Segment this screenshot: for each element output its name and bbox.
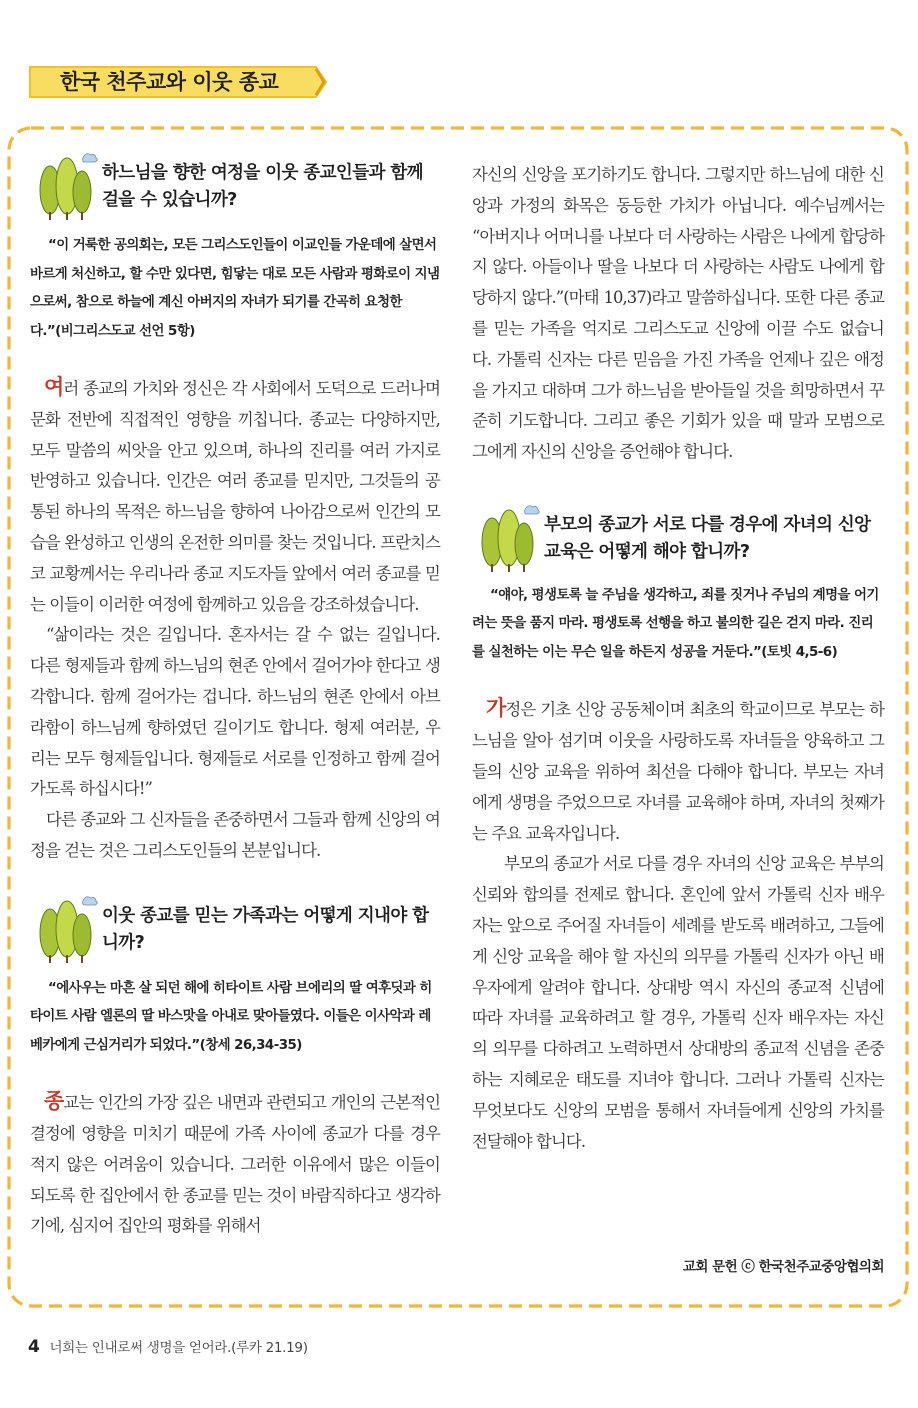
page-footer xyxy=(28,1336,308,1357)
paragraph-2-1-continued: 자신의 신앙을 포기하기도 합니다. 그렇지만 하느님에 대한 신앙과 가정의 화목은 동등한 가치가 아닙니다. 예수님께서는 “아버지나 어머니를 나보다 더 사랑하는 사람은 나에게 합당하지 않다. 아들이나 딸을 나보다 더 사랑하는 사람도 나에게 합당하지 않다.”(마태 10,37)라고 말씀하십니다. 또한 다른 종교를 믿는 가족을 억지로 그리스도교 신앙에 이끌 수도 없습니다. 가톨릭 신자는 다른 믿음을 가진 가족을 언제나 깊은 애정을 가지고 대하며 그가 하느님을 받아들일 것을 희망하면서 꾸준히 기도합니다. 그리고 좋은 기회가 있을 때 말과 모범으로 그에게 자신의 신앙을 증언해야 합니다. xyxy=(472,165,884,462)
paragraph-1-2: “삶이라는 것은 길입니다. 혼자서는 갈 수 없는 길입니다. 다른 형제들과 함께 하느님의 현존 안에서 걸어가야 한다고 생각합니다. 함께 걸어가는 겁니다. 하느님의 현존 안에서 아브라함이 하느님께 향하였던 길이기도 합니다. 형제 여러분, 우리는 모두 형제들입니다. 형제들로 서로를 인정하고 함께 걸어가도록 하십시다!” xyxy=(30,625,440,799)
paragraph-3-2: 부모의 종교가 서로 다를 경우 자녀의 신앙 교육은 부부의 신뢰와 합의를 전제로 합니다. 혼인에 앞서 가톨릭 신자 배우자는 앞으로 주어질 자녀들이 세례를 받도록 배려하고, 그들에게 신앙 교육을 해야 할 자신의 의무를 가톨릭 신자가 아닌 배우자에게 알려야 합니다. 상대방 역시 자신의 종교적 신념에 따라 자녀를 교육하려고 할 경우, 가톨릭 신자 배우자는 자신의 의무를 다하려고 노력하면서 상대방의 종교적 신념을 존중하는 지혜로운 태도를 지녀야 합니다. 그러나 가톨릭 신자는 무엇보다도 신앙의 모범을 통해서 자녀들에게 신앙의 가치를 전달해야 합니다. xyxy=(472,854,884,1151)
question-title-3: 부모의 종교가 서로 다를 경우에 자녀의 신앙 교육은 어떻게 해야 합니까? xyxy=(544,514,871,562)
paragraph-2-1: 종교는 인간의 가장 깊은 내면과 관련되고 개인의 근본적인 결정에 영향을 미치기 때문에 가족 사이에 종교가 다를 경우 적지 않은 어려움이 있습니다. 그러한 이유에서 많은 이들이 되도록 한 집안에서 한 종교를 믿는 것이 바람직하다고 생각하기에, 심지어 집안의 평화를 위해서 xyxy=(30,1088,440,1236)
paragraph-3-1: 가정은 기초 신앙 공동체이며 최초의 학교이므로 부모는 하느님을 알아 섬기며 이웃을 사랑하도록 자녀들을 양육하고 그들의 신앙 교육을 위하여 최선을 다해야 합니다. 부모는 자녀에게 생명을 주었으므로 자녀를 교육해야 하며, 자녀의 첫째가는 주요 교육자입니다. xyxy=(472,695,884,843)
drop-cap-2: 종 xyxy=(44,1088,64,1114)
question-box-2 xyxy=(30,893,440,973)
copyright-credit: 교회 문헌 ⓒ 한국천주교중앙협의회 xyxy=(682,1259,884,1275)
quote-1: “이 거룩한 공의회는, 모든 그리스도인들이 이교인들 가운데에 살면서 바르게 처신하고, 할 수만 있다면, 힘닿는 대로 모든 사람과 평화로이 지냄으로써, 참으로 하늘에 계신 아버지의 자녀가 되기를 간곡히 요청한다.”(비그리스도교 선언 5항) xyxy=(30,238,440,339)
tree-icon xyxy=(32,150,102,220)
tree-icon xyxy=(474,502,544,572)
drop-cap-3: 가 xyxy=(486,695,506,721)
tree-icon xyxy=(32,893,102,963)
page-number: 4 xyxy=(28,1337,40,1357)
question-box-3 xyxy=(472,502,884,582)
footer-verse: 너희는 인내로써 생명을 얻어라.(루카 21.19) xyxy=(49,1340,308,1356)
question-title-1: 하느님을 향한 여정을 이웃 종교인들과 함께 걸을 수 있습니까? xyxy=(102,163,423,210)
quote-3: “얘야, 평생토록 늘 주님을 생각하고, 죄를 짓거나 주님의 계명을 어기려는 뜻을 품지 마라. 평생토록 선행을 하고 불의한 길은 걷지 마라. 진리를 실천하는 이는 무슨 일을 하든지 성공을 거둔다.”(토빗 4,5-6) xyxy=(472,587,879,660)
question-title-2: 이웃 종교를 믿는 가족과는 어떻게 지내야 합니까? xyxy=(102,905,429,953)
left-column xyxy=(30,150,440,1242)
paragraph-1-3: 다른 종교와 그 신자들을 존중하면서 그들과 함께 신앙의 여정을 걷는 것은 그리스도인들의 본분입니다. xyxy=(30,810,440,860)
paragraph-1-1: 여러 종교의 가치와 정신은 각 사회에서 도덕으로 드러나며 문화 전반에 직접적인 영향을 끼칩니다. 종교는 다양하지만, 모두 말씀의 씨앗을 안고 있으며, 하나의 진리를 여러 가지로 반영하고 있습니다. 인간은 여러 종교를 믿지만, 그것들의 공통된 하나의 목적은 하느님을 향하여 나아감으로써 인간의 모습을 완성하고 인생의 온전한 의미를 찾는 것입니다. 프란치스코 교황께서는 우리나라 종교 지도자들 앞에서 여러 종교를 믿는 이들이 이러한 여정에 함께하고 있음을 강조하셨습니다. xyxy=(30,374,440,614)
question-box-1 xyxy=(30,150,440,230)
right-column xyxy=(472,160,884,1157)
quote-2: “에사우는 마흔 살 되던 해에 히타이트 사람 브에리의 딸 여후딧과 히타이트 사람 엘론의 딸 바스맛을 아내로 맞아들였다. 이들은 이사악과 레베카에게 근심거리가 되었다.”(창세 26,34-35) xyxy=(30,980,432,1053)
page-title: 한국 천주교와 이웃 종교 xyxy=(60,70,279,94)
drop-cap-1: 여 xyxy=(44,374,64,399)
